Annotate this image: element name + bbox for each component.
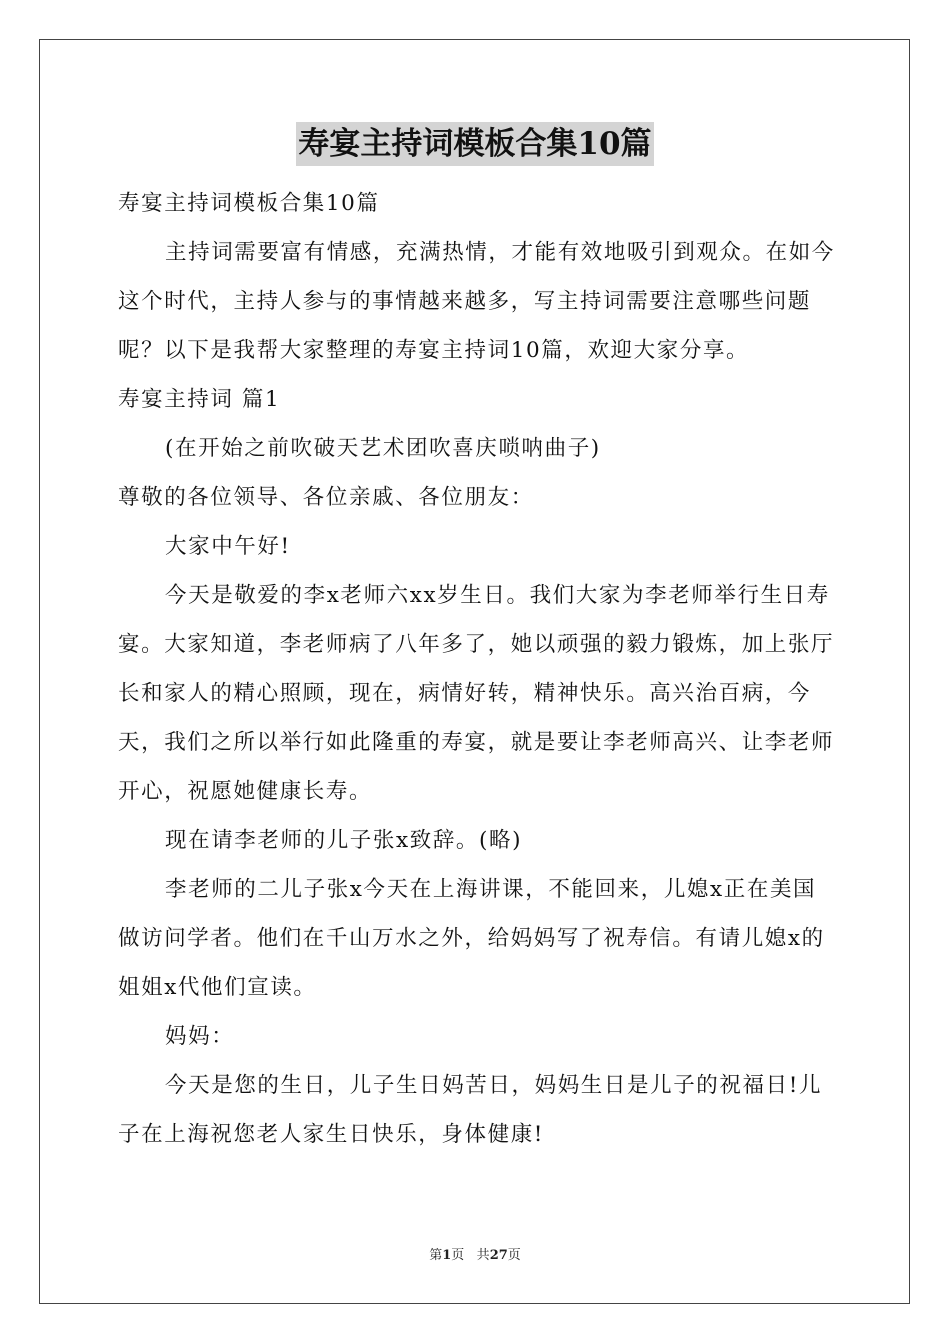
title-container [0,122,950,166]
body-paragraph: 今天是敬爱的李x老师六xx岁生日。我们大家为李老师举行生日寿宴。大家知道，李老师病了八年多了，她以顽强的毅力锻炼，加上张厅长和家人的精心照顾，现在，病情好转，精神快乐。高兴治百病，今天，我们之所以举行如此隆重的寿宴，就是要让李老师高兴、让李老师开心，祝愿她健康长寿。 [118,583,835,804]
greeting-paragraph: 尊敬的各位领导、各位亲戚、各位朋友： [118,485,534,510]
current-page-number: 1 [442,1248,452,1263]
total-page-count: 27 [489,1248,508,1263]
page-footer [0,1247,950,1265]
footer-page-suffix: 页 [451,1248,465,1263]
body-paragraph: 大家中午好! [165,534,291,559]
intro-paragraph: 主持词需要富有情感，充满热情，才能有效地吸引到观众。在如今这个时代，主持人参与的事情越来越多，写主持词需要注意哪些问题呢？以下是我帮大家整理的寿宴主持词10篇，欢迎大家分享。 [118,240,835,363]
body-paragraph: 李老师的二儿子张x今天在上海讲课，不能回来，儿媳x正在美国做访问学者。他们在千山万水之外，给妈妈写了祝寿信。有请儿媳x的姐姐x代他们宣读。 [118,877,825,1000]
subtitle-paragraph: 寿宴主持词模板合集10篇 [118,191,380,216]
body-paragraph: 现在请李老师的儿子张x致辞。(略) [165,828,523,853]
footer-total-prefix: 共 [476,1248,490,1263]
letter-salutation: 妈妈： [165,1024,235,1049]
footer-prefix: 第 [429,1248,443,1263]
document-body [118,179,838,1159]
letter-body: 今天是您的生日，儿子生日妈苦日，妈妈生日是儿子的祝福日!儿子在上海祝您老人家生日快乐，身体健康! [118,1073,823,1147]
section-heading: 寿宴主持词 篇1 [118,387,281,412]
stage-direction: (在开始之前吹破天艺术团吹喜庆唢呐曲子) [165,436,601,461]
document-title: 寿宴主持词模板合集10篇 [296,122,653,166]
footer-total-suffix: 页 [507,1248,521,1263]
